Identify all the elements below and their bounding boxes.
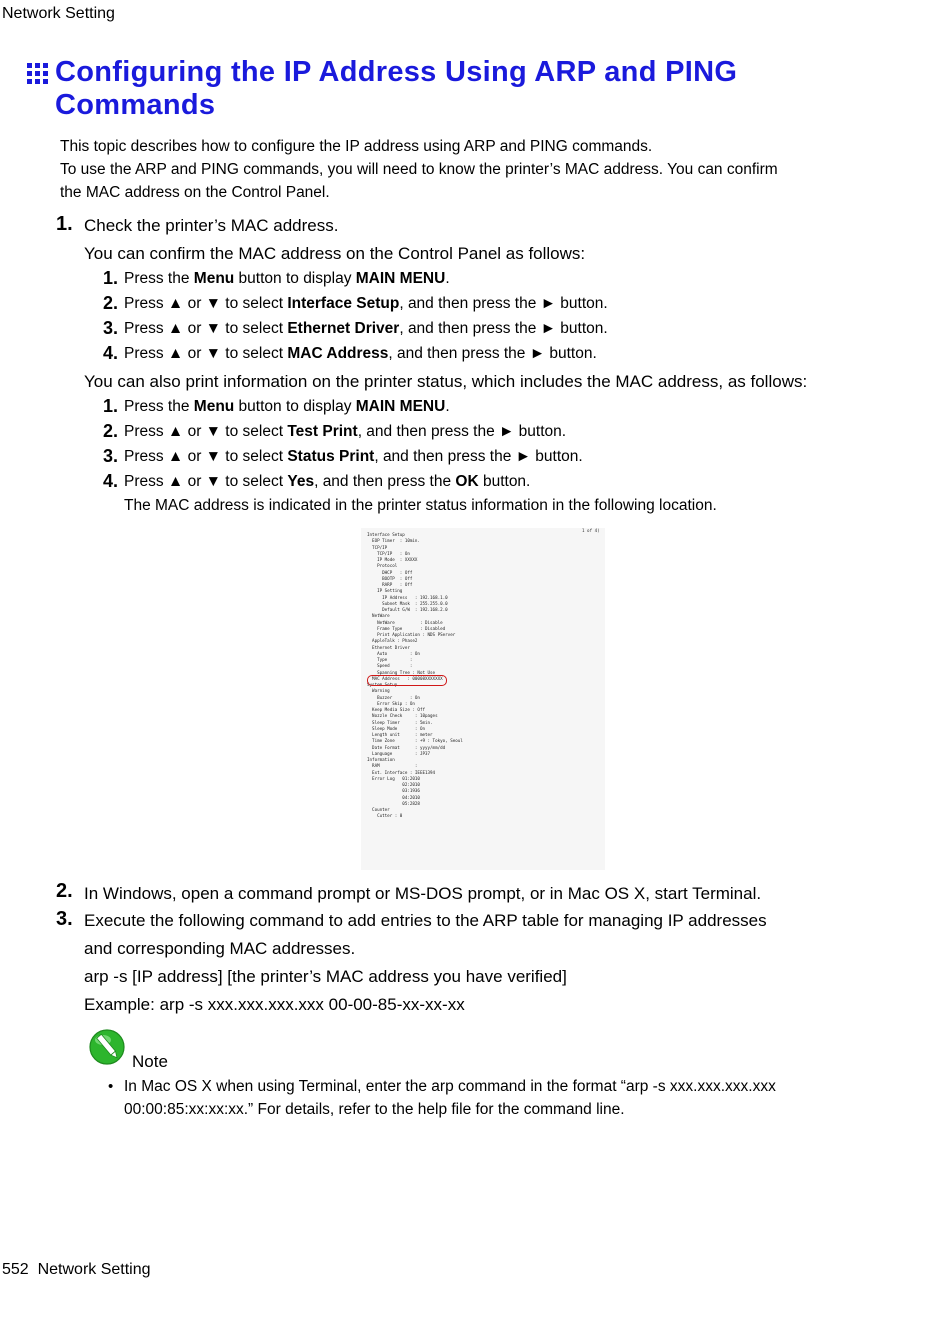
intro-paragraph: This topic describes how to configure the IP address using ARP and PING commands. xyxy=(60,138,653,155)
footer-section: Network Setting xyxy=(37,1261,151,1278)
substep-text: Press the Menu button to display MAIN MENU. xyxy=(124,270,450,287)
note-text: In Mac OS X when using Terminal, enter the arp command in the format “arp -s xxx.xxx.xxx.xxx xyxy=(124,1078,776,1095)
note-text: 00:00:85:xx:xx:xx.” For details, refer to the help file for the command line. xyxy=(124,1101,625,1118)
page-number: 552 xyxy=(2,1261,29,1278)
substep-number: 3. xyxy=(103,446,119,466)
substep-number: 2. xyxy=(103,421,119,441)
bullet-marker: • xyxy=(108,1078,114,1095)
substep-number: 3. xyxy=(103,318,119,338)
note-label: Note xyxy=(132,1052,168,1071)
step-number: 3. xyxy=(56,908,73,930)
step-text: Check the printer’s MAC address. xyxy=(84,216,339,235)
command-syntax: arp -s [IP address] [the printer’s MAC address you have verified] xyxy=(84,967,567,986)
grid-icon xyxy=(27,63,49,85)
page-title: Configuring the IP Address Using ARP and PING xyxy=(55,56,738,88)
page-title-continued: Commands xyxy=(55,89,216,121)
step-number: 1. xyxy=(56,213,73,235)
location-note: The MAC address is indicated in the printer status information in the following location. xyxy=(124,497,717,514)
intro-paragraph: the MAC address on the Control Panel. xyxy=(60,184,330,201)
substep-text: Press ▲ or ▼ to select Test Print, and then press the ► button. xyxy=(124,423,567,440)
mac-address-highlight xyxy=(367,675,447,686)
printout-text: Interface Setup EOP Timer : 10min. TCP/IP TCP/IP : On IP Mode : XXXXX Protocol DHCP : Off BOOTP : Off RARP : Off IP Setting IP Address : 192.168.1.0 Subnet Mask : 255.255.0.0 Default G/W : 192.168.2.0 NetWare NetWare : Disable Frame Type : Disabled Print Application : NDS PServer AppleTalk : Phase2 Ethernet Driver Auto : On Type : Speed : Spanning Tree : Not Use MAC Address : 00008XXXXXXX System Setup Warning Buzzer : On Error Skip : On Keep Media Size : Off Nozzle Check : 10pages Sleep Timer : 5min. Sleep Mode : On Length unit : meter Time Zone : +9 : Tokyo, Seoul Date Format : yyyy/mm/dd Language : JP37 Information RAM : Ext. Interface : IEEE1394 Error Log 01:2010 02:2010 03:1936 04:2010 05:2828 Counter Cutter : 0 xyxy=(367,532,463,819)
substep-text: Press ▲ or ▼ to select MAC Address, and then press the ► button. xyxy=(124,345,597,362)
page-footer xyxy=(2,1261,151,1279)
status-printout-image xyxy=(361,528,605,870)
substep-number: 2. xyxy=(103,293,119,313)
running-header: Network Setting xyxy=(2,5,115,22)
substep-number: 1. xyxy=(103,396,119,416)
step-text: In Windows, open a command prompt or MS-DOS prompt, or in Mac OS X, start Terminal. xyxy=(84,884,762,903)
substep-text: Press ▲ or ▼ to select Interface Setup, and then press the ► button. xyxy=(124,295,608,312)
substep-number: 4. xyxy=(103,471,119,491)
pencil-note-icon xyxy=(88,1027,128,1067)
substep-text: Press ▲ or ▼ to select Status Print, and then press the ► button. xyxy=(124,448,583,465)
step-text: Execute the following command to add entries to the ARP table for managing IP addresses xyxy=(84,911,767,930)
substep-text: Press ▲ or ▼ to select Yes, and then press the OK button. xyxy=(124,473,531,490)
step-lead: You can also print information on the printer status, which includes the MAC address, as follows: xyxy=(84,372,808,391)
step-number: 2. xyxy=(56,880,73,902)
substep-number: 1. xyxy=(103,268,119,288)
intro-paragraph: To use the ARP and PING commands, you will need to know the printer’s MAC address. You can confirm xyxy=(60,161,778,178)
substep-text: Press the Menu button to display MAIN MENU. xyxy=(124,398,450,415)
substep-text: Press ▲ or ▼ to select Ethernet Driver, and then press the ► button. xyxy=(124,320,608,337)
step-text: and corresponding MAC addresses. xyxy=(84,939,356,958)
step-lead: You can confirm the MAC address on the Control Panel as follows: xyxy=(84,244,586,263)
printout-page-number: 1 of 4) xyxy=(582,528,600,533)
command-example: Example: arp -s xxx.xxx.xxx.xxx 00-00-85-xx-xx-xx xyxy=(84,995,465,1014)
substep-number: 4. xyxy=(103,343,119,363)
